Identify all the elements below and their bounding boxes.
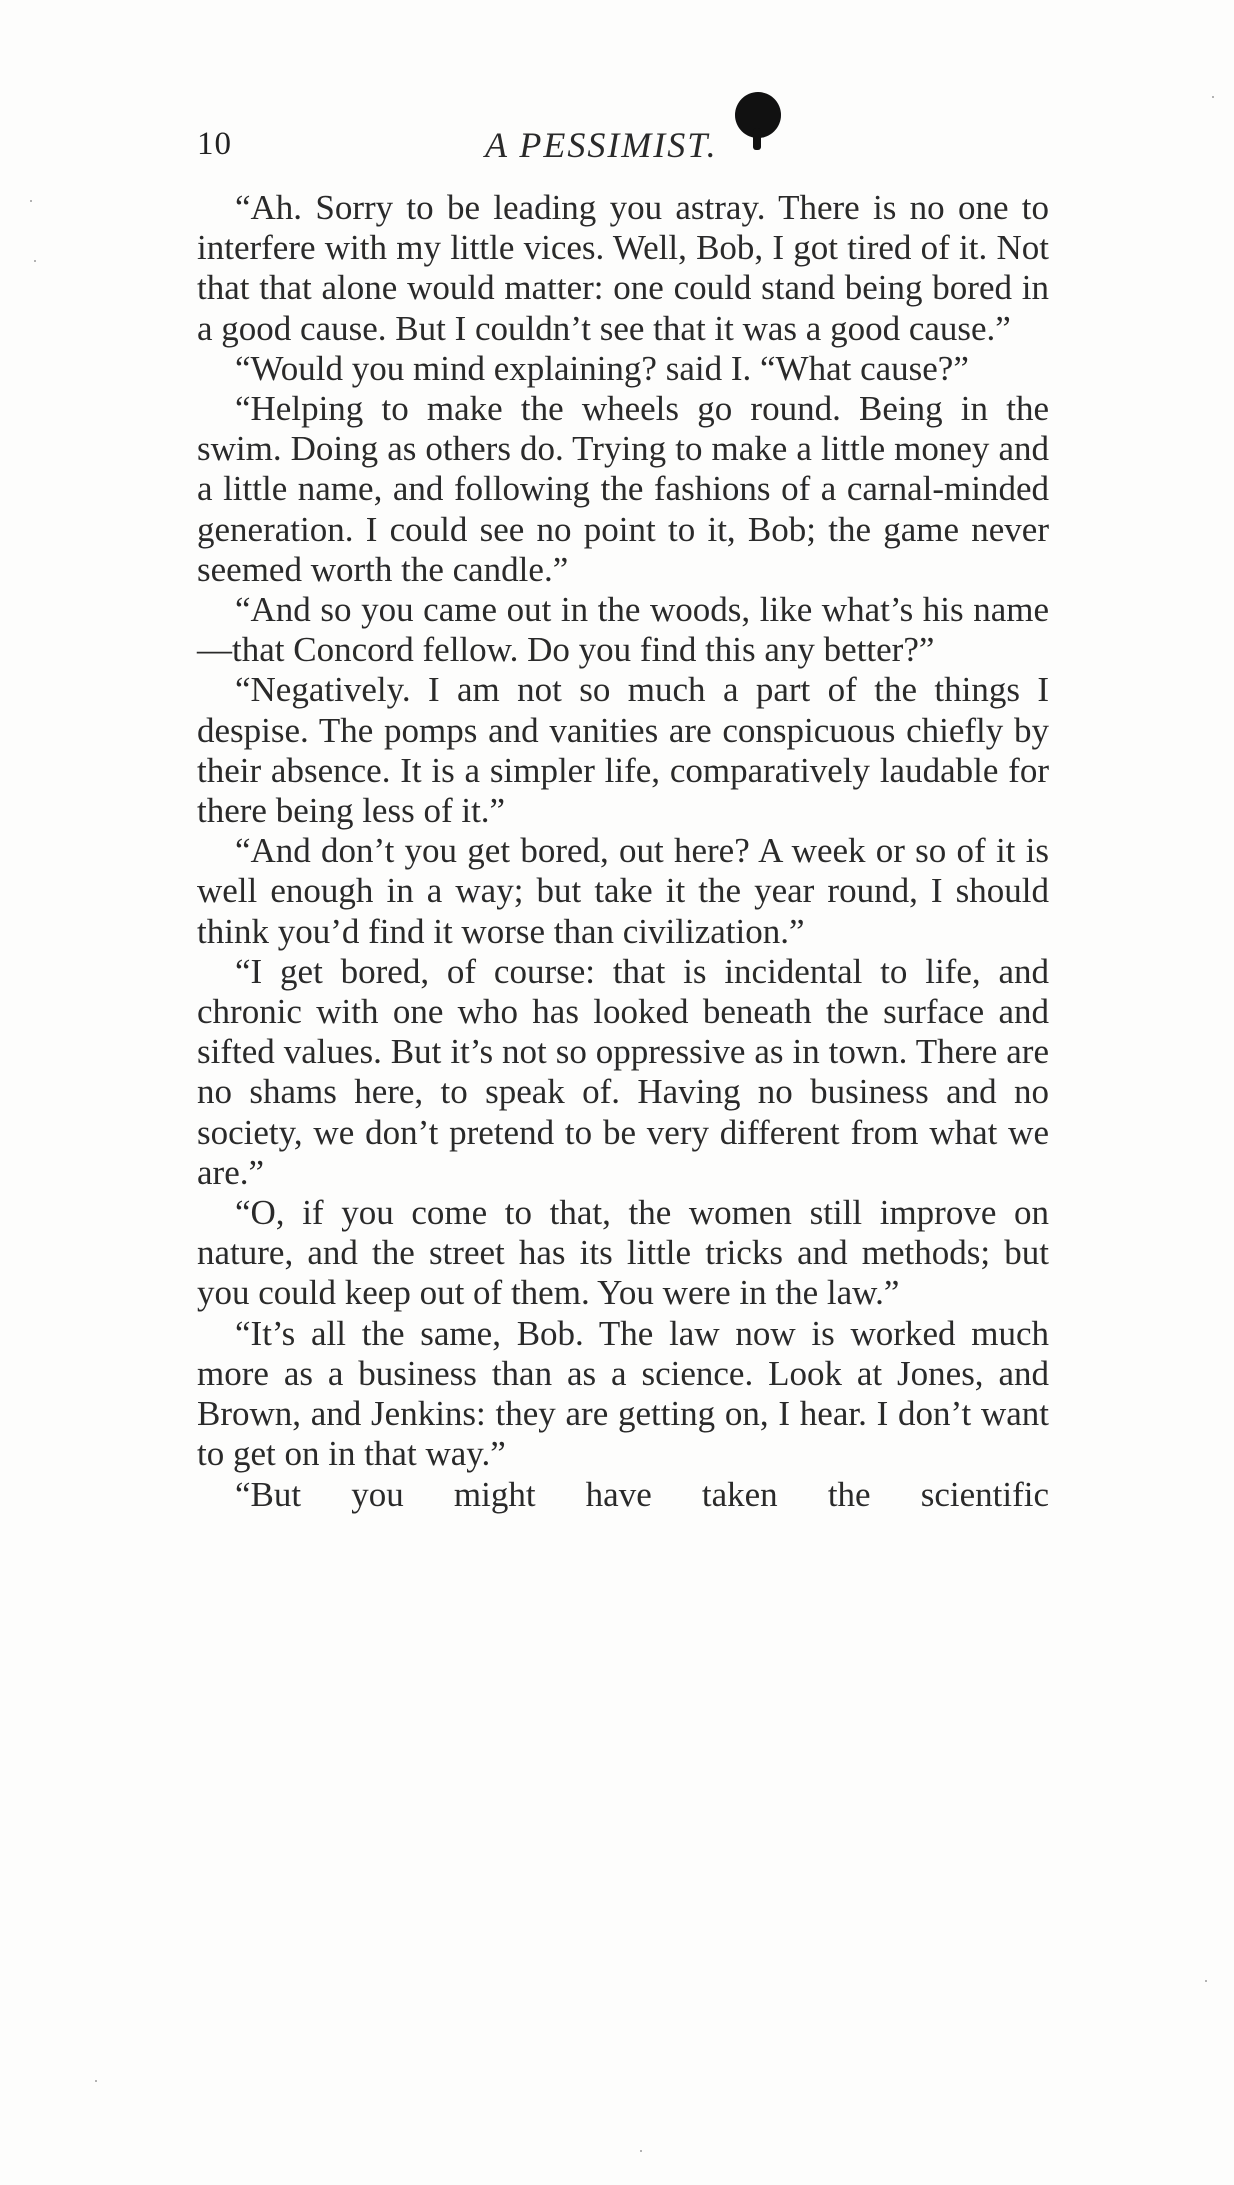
paragraph: “Negatively. I am not so much a part of the things I despise. The pomps and vanities are conspicuous chiefly by their absence. It is a simpler life, comparatively laudable for there being less of it.” bbox=[197, 670, 1049, 831]
speck bbox=[95, 2080, 97, 2082]
ink-blot-mark bbox=[735, 92, 781, 138]
running-head bbox=[197, 118, 1047, 168]
speck bbox=[30, 200, 32, 202]
paragraph: “And so you came out in the woods, like what’s his name—that Concord fellow. Do you find this any better?” bbox=[197, 590, 1049, 670]
page-number: 10 bbox=[197, 126, 232, 162]
paragraph: “Ah. Sorry to be leading you astray. There is no one to interfere with my little vices. Well, Bob, I got tired of it. Not that that alone would matter: one could stand being bored in a good cause. But I couldn’t see that it was a good cause.” bbox=[197, 188, 1049, 348]
paragraph: “I get bored, of course: that is incidental to life, and chronic with one who has looked beneath the surface and sifted values. But it’s not so oppressive as in town. There are no shams here, to speak of. Having no business and no society, we don’t pretend to be very different from what we are.” bbox=[197, 951, 1049, 1192]
paragraph-continued: “But you might have taken the scientific bbox=[235, 1474, 1049, 1514]
speck bbox=[34, 260, 36, 262]
speck bbox=[640, 2150, 642, 2152]
running-title: A PESSIMIST. bbox=[485, 125, 718, 165]
speck bbox=[1205, 1980, 1207, 1982]
paragraph: “O, if you come to that, the women still improve on nature, and the street has its little tricks and methods; but you could keep out of them. You were in the law.” bbox=[197, 1193, 1049, 1313]
paragraph: “And don’t you get bored, out here? A week or so of it is well enough in a way; but take it the year round, I should think you’d find it worse than civilization.” bbox=[197, 831, 1049, 951]
paragraph: “It’s all the same, Bob. The law now is worked much more as a business than as a science. Look at Jones, and Brown, and Jenkins: they are getting on, I hear. I don’t want to get on in that way.” bbox=[197, 1313, 1049, 1474]
body-text bbox=[197, 188, 1049, 1515]
paragraph: “Helping to make the wheels go round. Being in the swim. Doing as others do. Trying to make a little money and a little name, and following the fashions of a carnal-minded generation. I could see no point to it, Bob; the game never seemed worth the candle.” bbox=[197, 389, 1049, 589]
speck bbox=[1212, 96, 1214, 98]
paragraph: “Would you mind explaining? said I. “What cause?” bbox=[235, 348, 969, 388]
